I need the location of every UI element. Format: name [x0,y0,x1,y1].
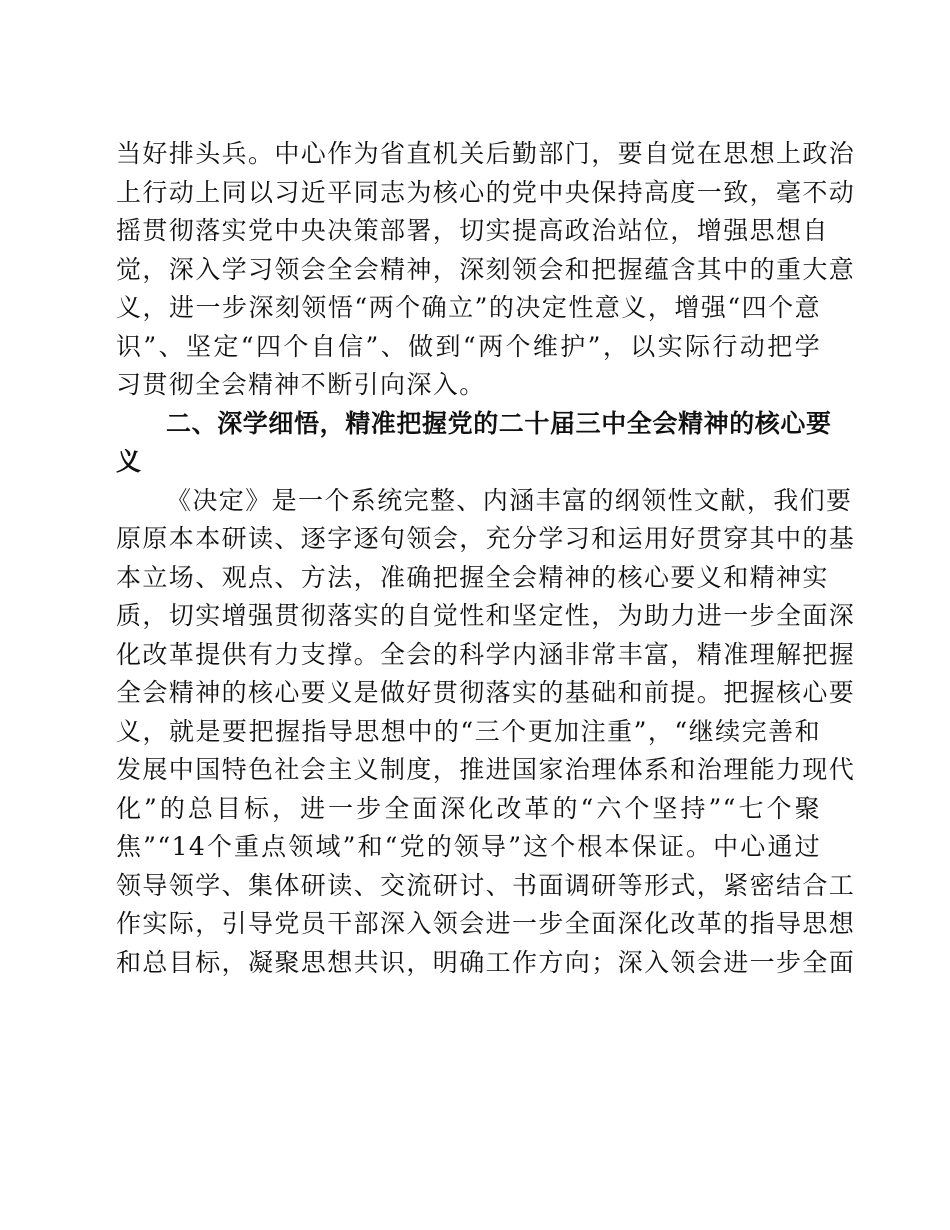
heading-line: 二、深学细悟，精准把握党的二十届三中全会精神的核心要 [166,408,832,438]
text-line: 发展中国特色社会主义制度，推进国家治理体系和治理能力现代 [116,755,856,784]
text-line: 上行动上同以习近平同志为核心的党中央保持高度一致，毫不动 [116,177,856,207]
heading-line: 义 [116,447,142,476]
text-line: 原原本本研读、逐字逐句领会，充分学习和运用好贯穿其中的基 [116,524,856,553]
document-page [116,135,856,982]
text-line: 觉，深入学习领会全会精神，深刻领会和把握蕴含其中的重大意 [116,254,856,284]
text-line: 和总目标，凝聚思想共识，明确工作方向；深入领会进一步全面 [116,947,856,977]
text-line: 全会精神的核心要义是做好贯彻落实的基础和前提。把握核心要 [116,678,856,707]
text-line: 质，切实增强贯彻落实的自觉性和坚定性，为助力进一步全面深 [116,601,856,630]
text-line: 本立场、观点、方法，准确把握全会精神的核心要义和精神实 [116,562,829,592]
paragraph-core-essence [116,482,856,983]
text-line: 习贯彻全会精神不断引向深入。 [116,370,486,399]
text-line: 领导领学、集体研读、交流研讨、书面调研等形式，紧密结合工 [116,870,856,900]
text-line: 化”的总目标，进一步全面深化改革的“六个坚持”“七个聚 [116,793,821,823]
text-line: 义，就是要把握指导思想中的“三个更加注重”，“继续完善和 [116,716,821,746]
text-line: 识”、坚定“四个自信”、做到“两个维护”，以实际行动把学 [116,331,821,361]
text-line: 作实际，引导党员干部深入领会进一步全面深化改革的指导思想 [116,909,856,938]
text-line: 《决定》是一个系统完整、内涵丰富的纲领性文献，我们要 [166,485,853,515]
text-line: 当好排头兵。中心作为省直机关后勤部门，要自觉在思想上政治 [116,139,856,168]
text-line: 化改革提供有力支撑。全会的科学内涵非常丰富，精准理解把握 [116,639,856,669]
text-line: 摇贯彻落实党中央决策部署，切实提高政治站位，增强思想自 [116,216,829,245]
text-line: 焦”“14个重点领域”和“党的领导”这个根本保证。中心通过 [116,832,821,861]
paragraph-duty [116,135,856,405]
section-heading [116,405,832,482]
text-line: 义，进一步深刻领悟“两个确立”的决定性意义，增强“四个意 [116,293,821,322]
